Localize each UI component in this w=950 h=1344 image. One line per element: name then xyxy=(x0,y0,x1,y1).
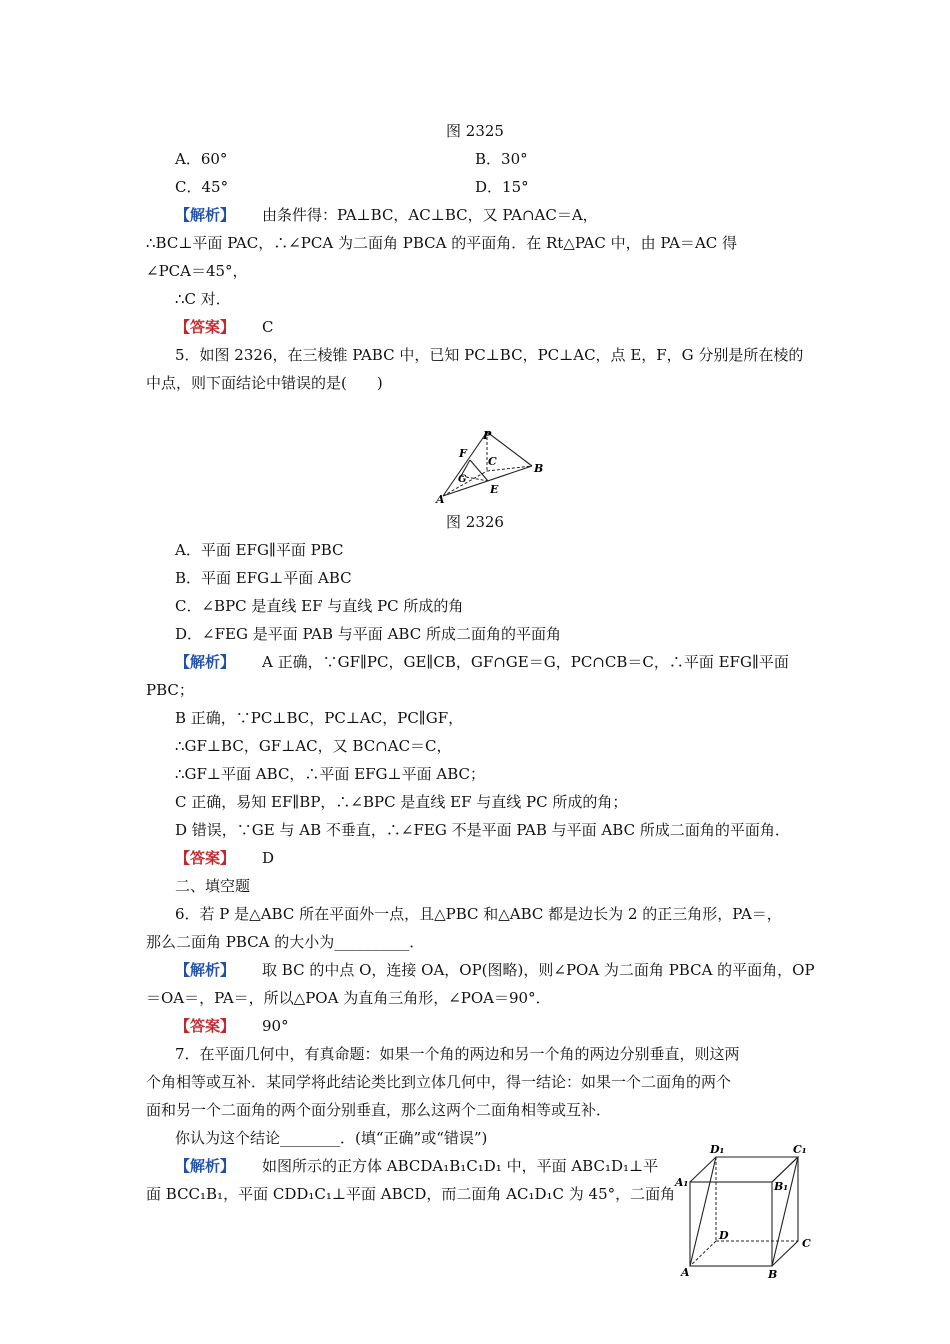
q7-analysis-line-2: 面 BCC₁B₁，平面 CDD₁C₁⊥平面 ABCD，而二面角 AC₁D₁C 为 45°，二面角 xyxy=(146,1185,676,1203)
edge-a-d xyxy=(690,1241,716,1266)
q6-analysis-line-2: ＝OA＝，PA＝，所以△POA 为直角三角形，∠POA＝90°． xyxy=(146,989,551,1007)
label-a: A xyxy=(436,493,445,506)
cube-label-c: C xyxy=(802,1237,811,1250)
q4-answer: C xyxy=(262,318,274,336)
q5-answer-tag: 【答案】 xyxy=(175,849,236,867)
q7-stem-line-4: 你认为这个结论________．(填“正确”或“错误”) xyxy=(175,1129,488,1147)
q5-option-c: C．∠BPC 是直线 EF 与直线 PC 所成的角 xyxy=(175,597,464,615)
q6-stem-line-1: 6．若 P 是△ABC 所在平面外一点，且△PBC 和△ABC 都是边长为 2 的正三角形，PA＝， xyxy=(175,905,782,923)
q4-analysis-line-4: ∴C 对． xyxy=(175,290,231,308)
q4-analysis-tag: 【解析】 xyxy=(175,206,236,224)
q4-option-c: C．45° xyxy=(175,178,229,196)
q5-analysis-line-1: A 正确，∵GF∥PC，GE∥CB，GF∩GE＝G，PC∩CB＝C，∴平面 EFG∥平面 xyxy=(262,653,789,671)
q5-analysis-line-6: C 正确，易知 EF∥BP，∴∠BPC 是直线 EF 与直线 PC 所成的角； xyxy=(175,793,628,811)
q5-option-a: A．平面 EFG∥平面 PBC xyxy=(175,541,344,559)
label-b: B xyxy=(534,462,544,475)
cube-top-edges xyxy=(690,1157,798,1182)
q7-stem-line-3: 面和另一个二面角的两个面分别垂直，那么这两个二面角相等或互补． xyxy=(146,1101,612,1119)
q4-analysis-line-2: ∴BC⊥平面 PAC，∴∠PCA 为二面角 PBCA 的平面角．在 Rt△PAC 中，由 PA＝AC 得 xyxy=(146,234,738,252)
cube-label-b: B xyxy=(768,1268,778,1281)
label-e: E xyxy=(490,483,499,496)
q4-analysis-line-1: 由条件得：PA⊥BC，AC⊥BC，又 PA∩AC＝A， xyxy=(262,206,598,224)
q5-option-d: D．∠FEG 是平面 PAB 与平面 ABC 所成二面角的平面角 xyxy=(175,625,561,643)
q5-stem-line-2: 中点，则下面结论中错误的是( ) xyxy=(146,374,383,392)
cube-label-a1: A₁ xyxy=(675,1176,689,1189)
q7-stem-line-2: 个角相等或互补．某同学将此结论类比到立体几何中，得一结论：如果一个二面角的两个 xyxy=(146,1073,732,1091)
diagonal-b-c1 xyxy=(772,1157,798,1266)
diagonal-a-d1 xyxy=(690,1157,716,1266)
figure-caption-2325: 图 2325 xyxy=(446,122,504,140)
q7-analysis-tag: 【解析】 xyxy=(175,1157,236,1175)
q4-answer-tag: 【答案】 xyxy=(175,318,236,336)
q6-analysis-line-1: 取 BC 的中点 O，连接 OA，OP(图略)，则∠POA 为二面角 PBCA 的平面角，OP xyxy=(262,961,815,979)
cube-front-face xyxy=(690,1182,772,1266)
edge-pa xyxy=(443,432,487,496)
cube-label-d1: D₁ xyxy=(710,1143,725,1156)
q6-answer-tag: 【答案】 xyxy=(175,1017,236,1035)
q5-analysis-line-7: D 错误，∵GE 与 AB 不垂直，∴∠FEG 不是平面 PAB 与平面 ABC 所成二面角的平面角． xyxy=(175,821,790,839)
q7-stem-line-1: 7．在平面几何中，有真命题：如果一个角的两边和另一个角的两边分别垂直，则这两 xyxy=(175,1045,740,1063)
label-p: P xyxy=(483,429,492,442)
cube-figure xyxy=(672,1142,822,1282)
q4-option-a: A．60° xyxy=(175,150,228,168)
cube-label-c1: C₁ xyxy=(793,1143,807,1156)
edge-b1-c1 xyxy=(772,1157,798,1182)
cube-label-b1: B₁ xyxy=(774,1180,789,1193)
q5-analysis-line-2: PBC； xyxy=(146,681,194,699)
cube-label-d: D xyxy=(719,1229,729,1242)
q7-analysis-line-1: 如图所示的正方体 ABCDA₁B₁C₁D₁ 中，平面 ABC₁D₁⊥平 xyxy=(262,1157,659,1175)
q5-option-b: B．平面 EFG⊥平面 ABC xyxy=(175,569,352,587)
q5-analysis-line-4: ∴GF⊥BC，GF⊥AC，又 BC∩AC＝C， xyxy=(175,737,452,755)
section-title: 二、填空题 xyxy=(175,877,251,895)
q4-option-b: B．30° xyxy=(475,150,528,168)
q5-analysis-tag: 【解析】 xyxy=(175,653,236,671)
q6-stem-line-2: 那么二面角 PBCA 的大小为__________． xyxy=(146,933,425,951)
label-g: G xyxy=(458,474,467,485)
q6-analysis-tag: 【解析】 xyxy=(175,961,236,979)
label-f: F xyxy=(459,447,467,460)
figure-caption-2326: 图 2326 xyxy=(446,513,504,531)
q5-analysis-line-5: ∴GF⊥平面 ABC，∴平面 EFG⊥平面 ABC； xyxy=(175,765,486,783)
tetrahedron-figure xyxy=(430,425,550,507)
q5-stem-line-1: 5．如图 2326，在三棱锥 PABC 中，已知 PC⊥BC，PC⊥AC，点 E，F，G 分别是所在棱的 xyxy=(175,346,804,364)
label-c: C xyxy=(488,455,497,468)
q6-answer: 90° xyxy=(262,1017,289,1035)
q4-option-d: D．15° xyxy=(475,178,529,196)
q4-analysis-line-3: ∠PCA＝45°， xyxy=(146,262,248,280)
q5-answer: D xyxy=(262,849,275,867)
cube-label-a: A xyxy=(681,1266,690,1279)
q5-analysis-line-3: B 正确，∵PC⊥BC，PC⊥AC，PC∥GF， xyxy=(175,709,464,727)
